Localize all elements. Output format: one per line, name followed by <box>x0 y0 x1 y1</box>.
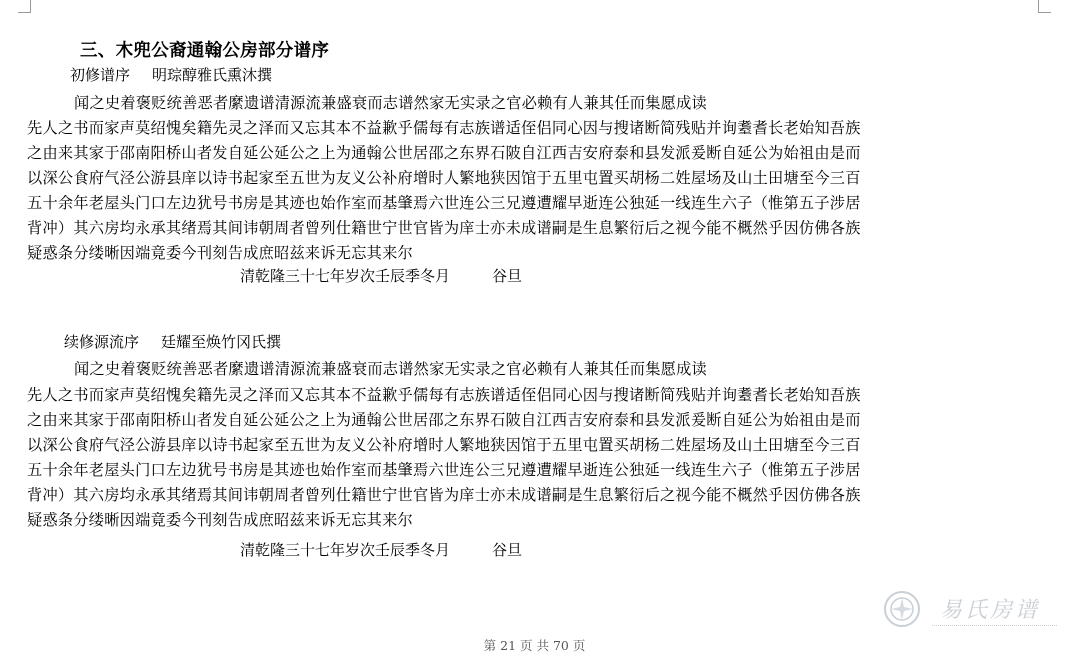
preface1-line: 以深公食府气泾公游县庠以诗书起家至五世为友义公补府增时人繁地狭因馆于五里屯置买胡杨二姓屋场及山土田塘至今三百 <box>27 169 861 187</box>
preface1-dateline <box>240 265 522 286</box>
preface2-line: 以深公食府气泾公游县庠以诗书起家至五世为友义公补府增时人繁地狭因馆于五里屯置买胡杨二姓屋场及山土田塘至今三百 <box>27 436 861 454</box>
preface2-line: 疑惑条分缕晰因端竟委今刊刻告成庶昭兹来诉无忘其来尔 <box>27 511 413 529</box>
preface1-line: 背冲）其六房均永承其绪焉其间讳朝周者曾列仕籍世宁世官皆为庠士亦未成谱嗣是生息繁衍后之视今能不概然乎因仿佛各族 <box>27 219 861 237</box>
preface1-line: 五十余年老屋头门口左边犹号书房是其迹也始作室而基肇焉六世连公三兄遵遭耀早逝连公独延一线连生六子（惟第五子涉居 <box>27 194 861 212</box>
preface1-line: 疑惑条分缕晰因端竟委今刊刻告成庶昭兹来诉无忘其来尔 <box>27 244 413 262</box>
preface1-line: 闻之史着褒贬统善恶者縻遗谱清源流兼盛衰而志谱然家无实录之官必赖有人兼其任而集愿成读 <box>74 94 707 112</box>
watermark <box>882 585 1062 635</box>
preface2-title: 续修源流序 <box>64 333 140 351</box>
preface1-line: 之由来其家于邵南阳桥山者发自延公延公之上为通翰公世居邵之东界石陂自江西吉安府泰和县发派爰断自延公为始祖由是而 <box>27 144 861 162</box>
preface1-date: 清乾隆三十七年岁次壬辰季冬月 <box>240 267 451 285</box>
preface2-line: 背冲）其六房均永承其绪焉其间讳朝周者曾列仕籍世宁世官皆为庠士亦未成谱嗣是生息繁衍后之视今能不概然乎因仿佛各族 <box>27 486 861 504</box>
preface1-line: 先人之书而家声莫绍愧矣籍先灵之泽而又忘其本不益歉乎儒每有志族谱适侄侣同心因与搜诸断简残贴并询耋耆长老始知吾族 <box>27 119 861 137</box>
preface2-line: 之由来其家于邵南阳桥山者发自延公延公之上为通翰公世居邵之东界石陂自江西吉安府泰和县发派爰断自延公为始祖由是而 <box>27 411 861 429</box>
preface1-heading <box>70 64 272 85</box>
crop-mark-top-left <box>18 0 31 13</box>
preface2-date: 清乾隆三十七年岁次壬辰季冬月 <box>240 541 451 559</box>
preface2-author: 廷耀至焕竹冈氏撰 <box>161 333 282 351</box>
watermark-text: 易氏房谱 <box>940 598 1041 623</box>
preface1-day: 谷旦 <box>492 267 523 285</box>
crop-mark-top-right <box>1038 0 1051 13</box>
preface2-dateline <box>240 539 522 560</box>
seal-icon <box>882 589 922 629</box>
preface2-line: 五十余年老屋头门口左边犹号书房是其迹也始作室而基肇焉六世连公三兄遵遭耀早逝连公独延一线连生六子（惟第五子涉居 <box>27 461 861 479</box>
preface2-line: 闻之史着褒贬统善恶者縻遗谱清源流兼盛衰而志谱然家无实录之官必赖有人兼其任而集愿成读 <box>74 360 707 378</box>
section-title: 三、木兜公裔通翰公房部分谱序 <box>80 41 330 61</box>
preface2-line: 先人之书而家声莫绍愧矣籍先灵之泽而又忘其本不益歉乎儒每有志族谱适侄侣同心因与搜诸断简残贴并询耋耆长老始知吾族 <box>27 386 861 404</box>
preface2-heading <box>64 331 281 352</box>
preface1-author: 明琮醇雅氏熏沐撰 <box>152 66 273 84</box>
preface2-day: 谷旦 <box>492 541 523 559</box>
watermark-underline <box>932 625 1057 626</box>
preface1-title: 初修谱序 <box>70 66 131 84</box>
page-number: 第 21 页 共 70 页 <box>483 638 586 653</box>
